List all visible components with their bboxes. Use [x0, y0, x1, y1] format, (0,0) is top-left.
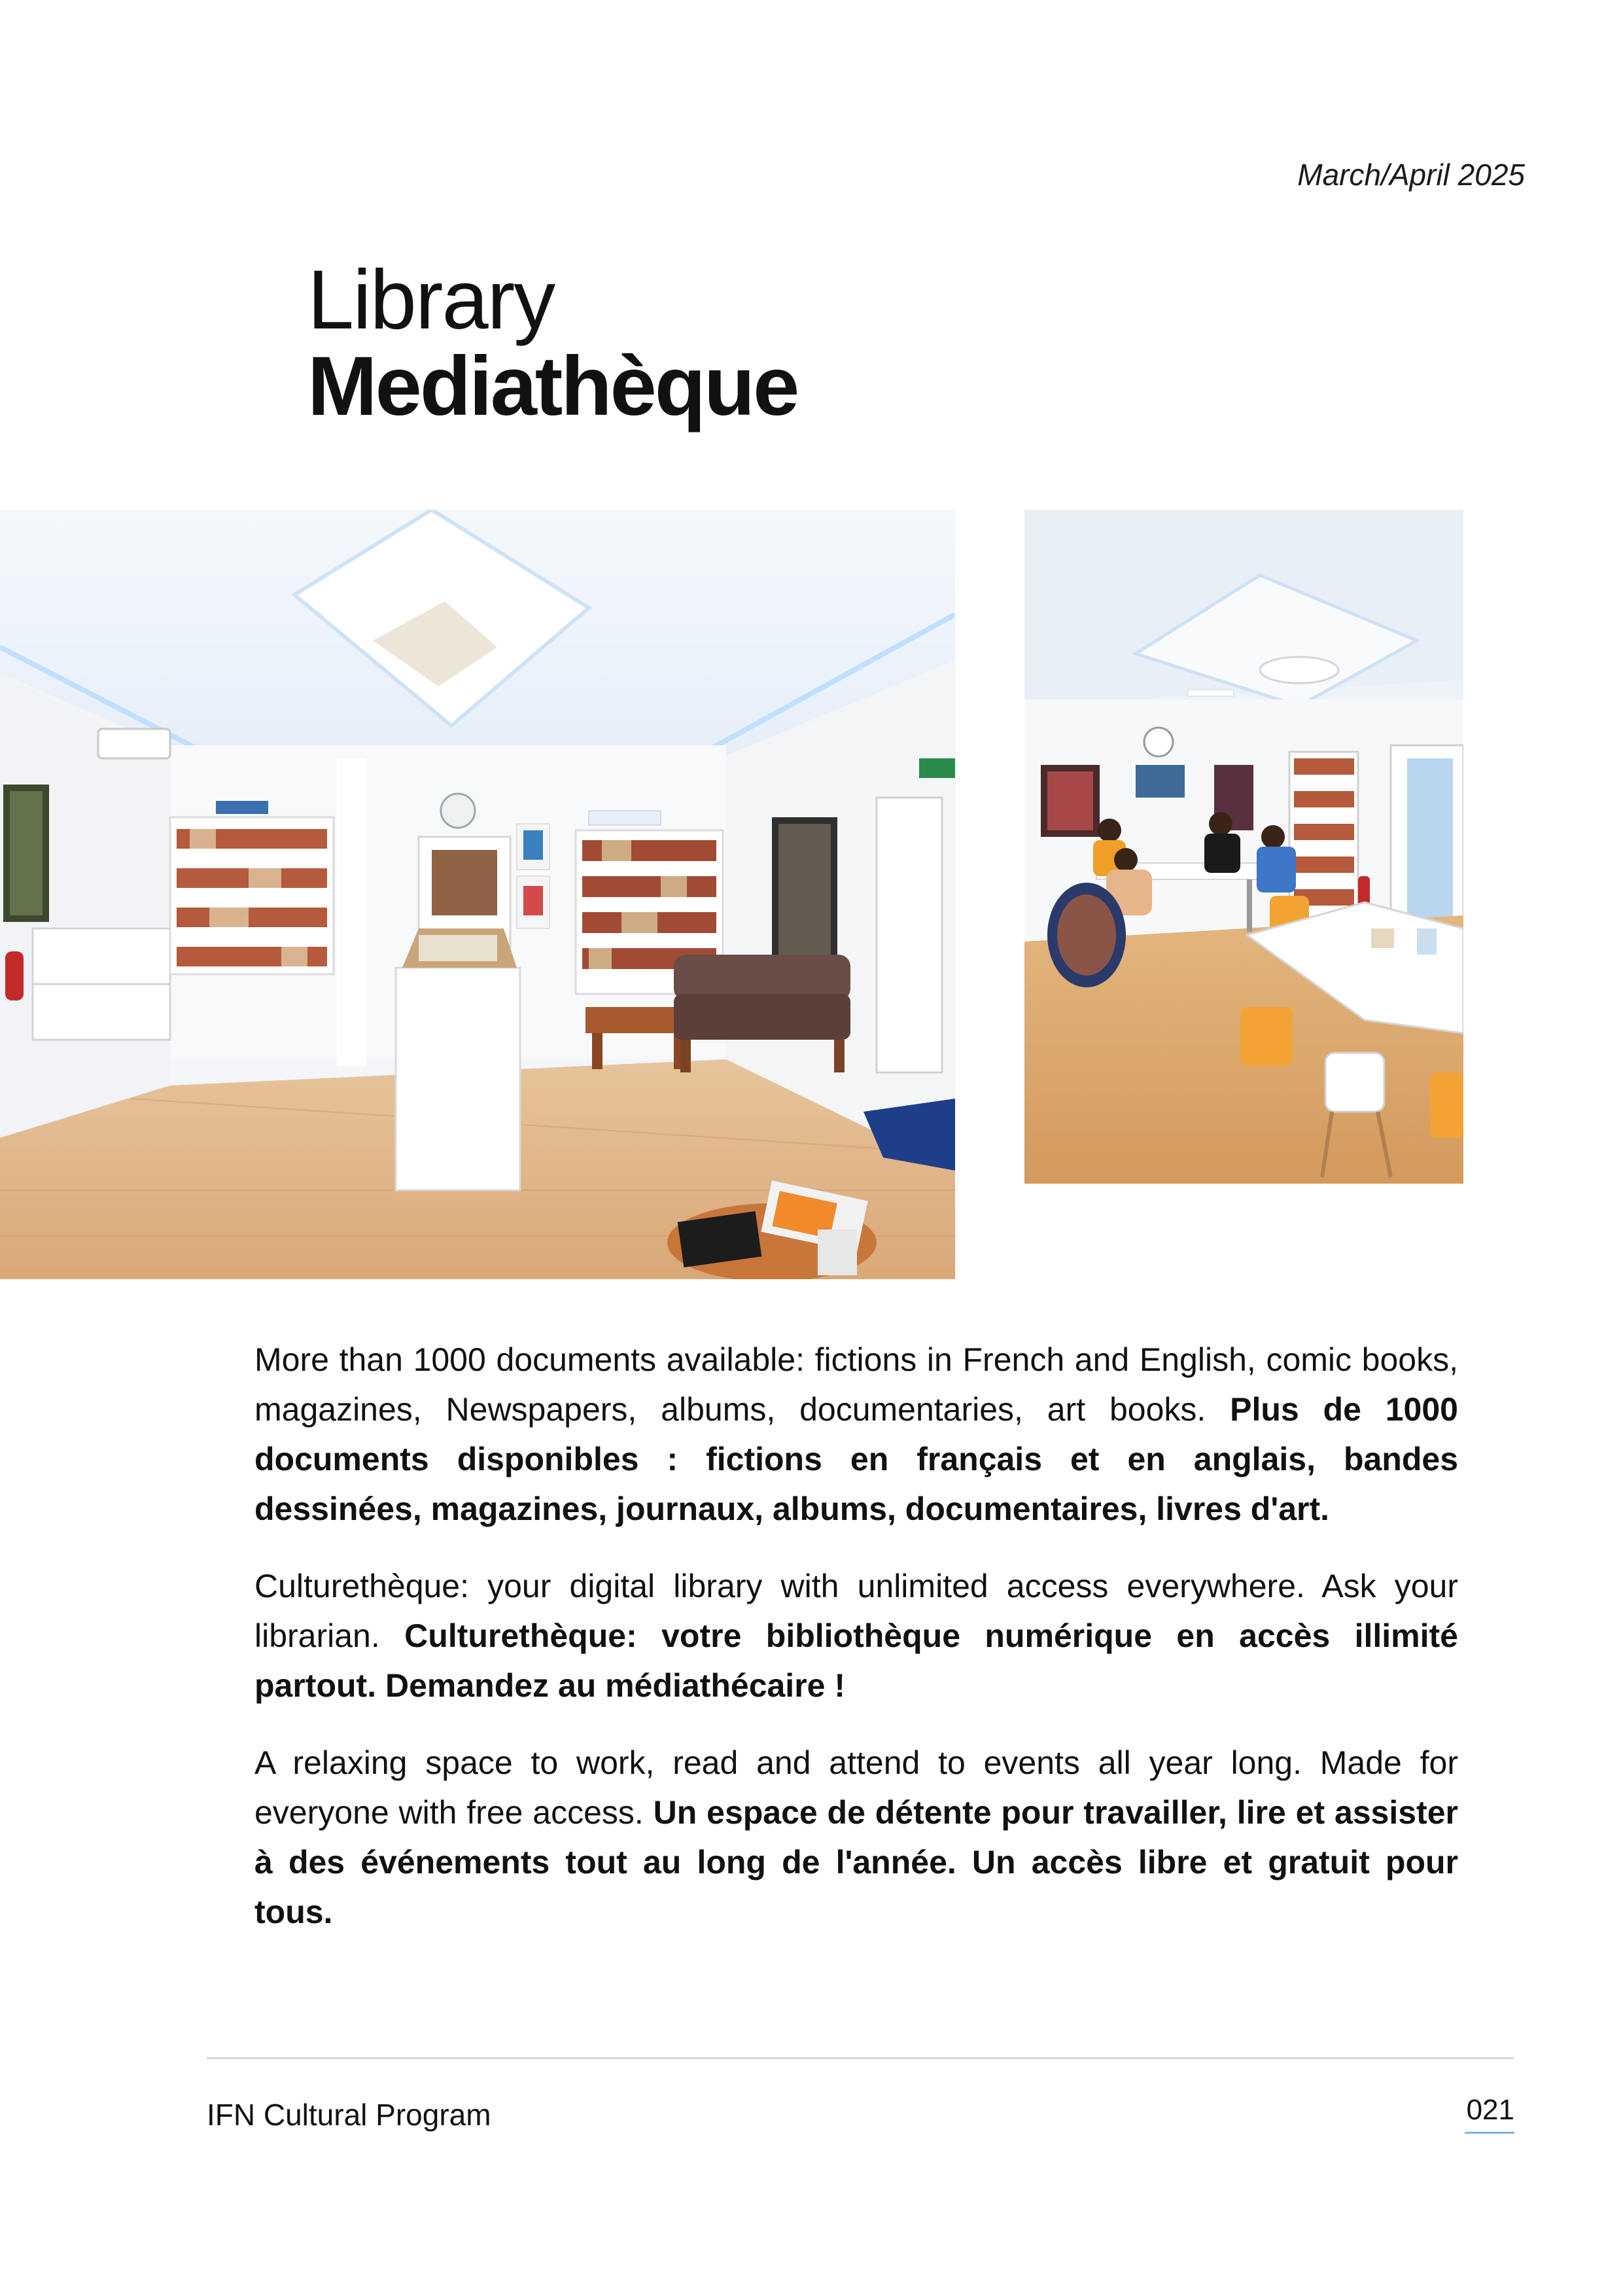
page-number: 021: [1466, 2094, 1514, 2126]
paragraph-french: Culturethèque: votre bibliothèque numérique en accès illimité partout. Demandez au médiathécaire !: [254, 1617, 1458, 1704]
paragraph-culturetheque: [254, 1561, 1458, 1710]
paragraph-french: Plus de 1000 documents disponibles : fictions en français et en anglais, bandes dessinées, magazines, journaux, albums, documentaires, livres d'art.: [254, 1391, 1458, 1527]
paragraph-english: A relaxing space to work, read and attend to events all year long. Made for everyone with free access.: [254, 1744, 1458, 1831]
page-title: [307, 253, 798, 433]
page-number-underline: [1465, 2132, 1514, 2134]
title-english: Library: [307, 253, 555, 347]
paragraph-relaxing-space: [254, 1738, 1458, 1937]
library-room-photo: [0, 510, 955, 1279]
issue-date: March/April 2025: [1297, 158, 1525, 192]
paragraph-english: More than 1000 documents available: fictions in French and English, comic books, magazines, Newspapers, albums, documentaries, art books.: [254, 1341, 1458, 1428]
body-text: [254, 1335, 1458, 1964]
paragraph-english: Culturethèque: your digital library with unlimited access everywhere. Ask your librarian.: [254, 1568, 1458, 1654]
footer-program-name: IFN Cultural Program: [207, 2098, 491, 2132]
paragraph-documents: [254, 1335, 1458, 1534]
footer-divider: [207, 2057, 1514, 2059]
title-french: Mediathèque: [307, 340, 798, 433]
paragraph-french: Un espace de détente pour travailler, lire et assister à des événements tout au long de l'année. Un accès libre et gratuit pour tous.: [254, 1794, 1458, 1930]
reading-room-photo: [1024, 510, 1463, 1184]
